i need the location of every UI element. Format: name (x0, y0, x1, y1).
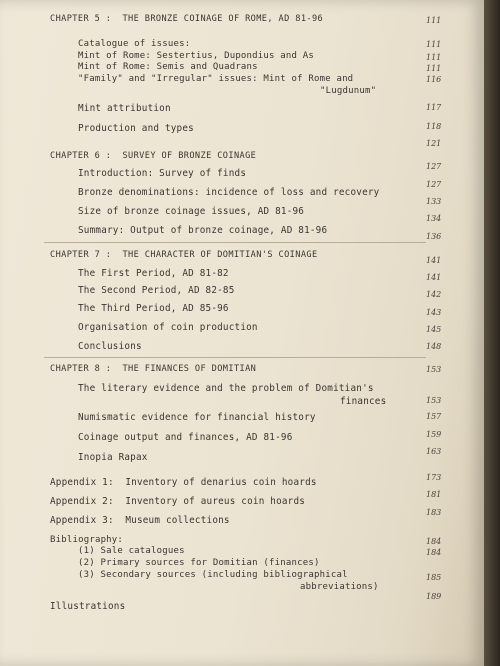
toc-entry: Mint attribution (78, 103, 171, 114)
bibliography-entry: (2) Primary sources for Domitian (finances) (78, 558, 320, 568)
toc-entry-continued: finances (340, 396, 387, 407)
page-number: 184 (426, 537, 442, 546)
toc-entry: Bronze denominations: incidence of loss and recovery (78, 187, 380, 198)
toc-entry: The literary evidence and the problem of Domitian's (78, 383, 374, 394)
page-number: 116 (426, 75, 442, 84)
toc-entry: Introduction: Survey of finds (78, 168, 247, 179)
page-number: 181 (426, 490, 442, 499)
page-number: 148 (426, 342, 442, 351)
toc-entry-continued: "Lugdunum" (320, 86, 377, 96)
chapter-8-heading: CHAPTER 8 : THE FINANCES OF DOMITIAN (50, 364, 257, 374)
chapter-7-heading: CHAPTER 7 : THE CHARACTER OF DOMITIAN'S COINAGE (50, 250, 318, 260)
page-number: 163 (426, 447, 442, 456)
section-divider (44, 357, 426, 358)
appendix-1-entry: Appendix 1: Inventory of denarius coin hoards (50, 477, 317, 488)
toc-entry: Mint of Rome: Semis and Quadrans (78, 62, 258, 72)
page-number: 121 (426, 139, 442, 148)
page-number: 111 (426, 40, 442, 49)
page-number: 136 (426, 232, 442, 241)
toc-entry: Mint of Rome: Sestertius, Dupondius and As (78, 51, 314, 61)
section-divider (44, 242, 426, 243)
toc-entry: Size of bronze coinage issues, AD 81-96 (78, 206, 305, 217)
bibliography-entry: (3) Secondary sources (including bibliographical (78, 570, 348, 580)
page-number: 173 (426, 473, 442, 482)
toc-entry: Conclusions (78, 341, 142, 352)
bibliography-entry: (1) Sale catalogues (78, 546, 185, 556)
page-number: 111 (426, 16, 442, 25)
page-number: 111 (426, 64, 442, 73)
page-number: 127 (426, 162, 442, 171)
toc-entry: Summary: Output of bronze coinage, AD 81-96 (78, 225, 328, 236)
page-number: 141 (426, 256, 442, 265)
page-number: 153 (426, 396, 442, 405)
toc-entry: Inopia Rapax (78, 452, 148, 463)
toc-entry: Coinage output and finances, AD 81-96 (78, 432, 293, 443)
toc-entry: Numismatic evidence for financial history (78, 412, 316, 423)
toc-entry: Organisation of coin production (78, 322, 258, 333)
bibliography-heading: Bibliography: (50, 535, 124, 545)
page-number: 111 (426, 53, 442, 62)
toc-entry: The Third Period, AD 85-96 (78, 303, 229, 314)
page-number: 183 (426, 508, 442, 517)
illustrations-entry: Illustrations (50, 601, 126, 612)
page-number: 127 (426, 180, 442, 189)
toc-entry: The Second Period, AD 82-85 (78, 285, 235, 296)
page-number: 117 (426, 103, 442, 112)
chapter-6-heading: CHAPTER 6 : SURVEY OF BRONZE COINAGE (50, 151, 257, 161)
page-number: 184 (426, 548, 442, 557)
bibliography-entry-continued: abbreviations) (300, 582, 379, 592)
page-number: 185 (426, 573, 442, 582)
page-number: 159 (426, 430, 442, 439)
page-number: 133 (426, 197, 442, 206)
toc-entry: The First Period, AD 81-82 (78, 268, 229, 279)
page-number: 143 (426, 308, 442, 317)
page-number: 118 (426, 122, 442, 131)
appendix-2-entry: Appendix 2: Inventory of aureus coin hoards (50, 496, 306, 507)
page-number: 134 (426, 214, 442, 223)
page-number: 189 (426, 592, 442, 601)
page-number: 153 (426, 365, 442, 374)
page-edge-shadow (484, 0, 500, 666)
toc-entry: "Family" and "Irregular" issues: Mint of Rome and (78, 74, 354, 84)
appendix-3-entry: Appendix 3: Museum collections (50, 515, 230, 526)
page-number: 142 (426, 290, 442, 299)
chapter-5-heading: CHAPTER 5 : THE BRONZE COINAGE OF ROME, AD 81-96 (50, 14, 324, 24)
toc-entry: Production and types (78, 123, 194, 134)
toc-entry: Catalogue of issues: (78, 39, 191, 49)
page-number: 141 (426, 273, 442, 282)
page-number: 145 (426, 325, 442, 334)
page-number: 157 (426, 412, 442, 421)
